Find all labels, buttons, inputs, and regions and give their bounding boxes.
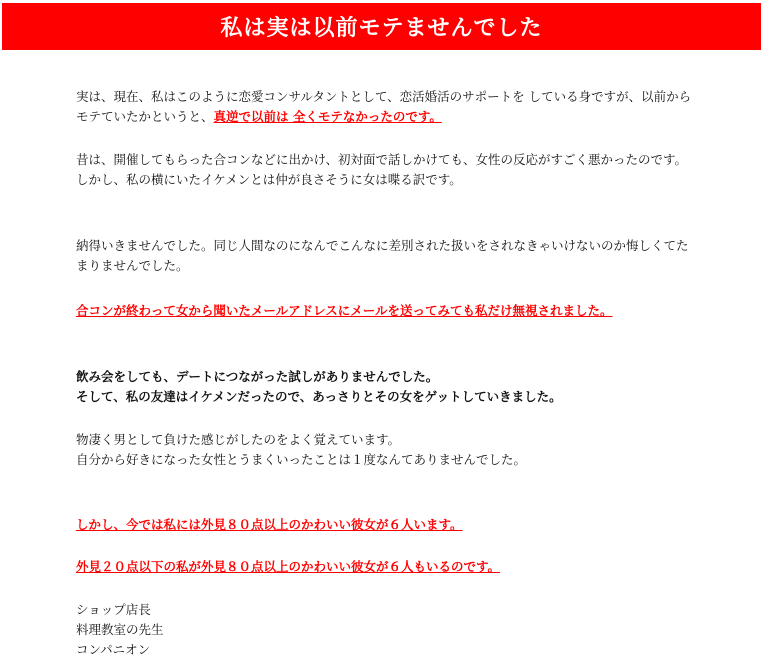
defeat-paragraph	[76, 430, 526, 470]
past-experience-line-2: しかし、私の横にいたイケメンとは仲が良さそうに女は喋る訳です。	[76, 172, 462, 187]
page-title: 私は実は以前モテませんでした	[220, 15, 543, 41]
past-experience-paragraph	[76, 150, 687, 190]
frustration-paragraph	[76, 236, 696, 276]
contrast-paragraph	[76, 557, 500, 577]
ignored-highlight: 合コンが終わって女から聞いたメールアドレスにメールを送ってみても私だけ無視されました。	[76, 303, 613, 318]
drinking-party-line-1: 飲み会をしても、デートにつながった試しがありませんでした。	[76, 369, 439, 384]
drinking-party-paragraph	[76, 367, 562, 407]
frustration-text: 納得いきませんでした。同じ人間なのになんでこんなに差別された扱いをされなきゃいけないのか悔しくてたまりませんでした。	[76, 238, 689, 273]
intro-text: 実は、現在、私はこのように恋愛コンサルタントとして、恋活婚活のサポートを している身ですが、以前からモテていたかというと、	[76, 89, 692, 124]
girlfriend-item-3: コンパニオン	[76, 642, 151, 657]
drinking-party-line-2: そして、私の友達はイケメンだったので、あっさりとその女をゲットしていきました。	[76, 389, 562, 404]
girlfriends-list	[76, 600, 164, 660]
page-header	[2, 3, 761, 50]
intro-paragraph	[76, 87, 696, 127]
girlfriend-item-2: 料理教室の先生	[76, 622, 164, 637]
defeat-line-1: 物凄く男として負けた感じがしたのをよく覚えています。	[76, 432, 401, 447]
now-highlight: しかし、今では私には外見８０点以上のかわいい彼女が６人います。	[76, 517, 463, 532]
intro-highlight: 真逆で以前は 全くモテなかったのです。	[213, 109, 442, 124]
past-experience-line-1: 昔は、開催してもらった合コンなどに出かけ、初対面で話しかけても、女性の反応がすごく悪かったのです。	[76, 152, 688, 167]
defeat-line-2: 自分から好きになった女性とうまくいったことは１度なんてありませんでした。	[76, 452, 527, 467]
contrast-highlight: 外見２０点以下の私が外見８０点以上のかわいい彼女が６人もいるのです。	[76, 559, 501, 574]
girlfriend-item-1: ショップ店長	[76, 602, 151, 617]
ignored-paragraph	[76, 301, 613, 321]
now-paragraph	[76, 515, 463, 535]
